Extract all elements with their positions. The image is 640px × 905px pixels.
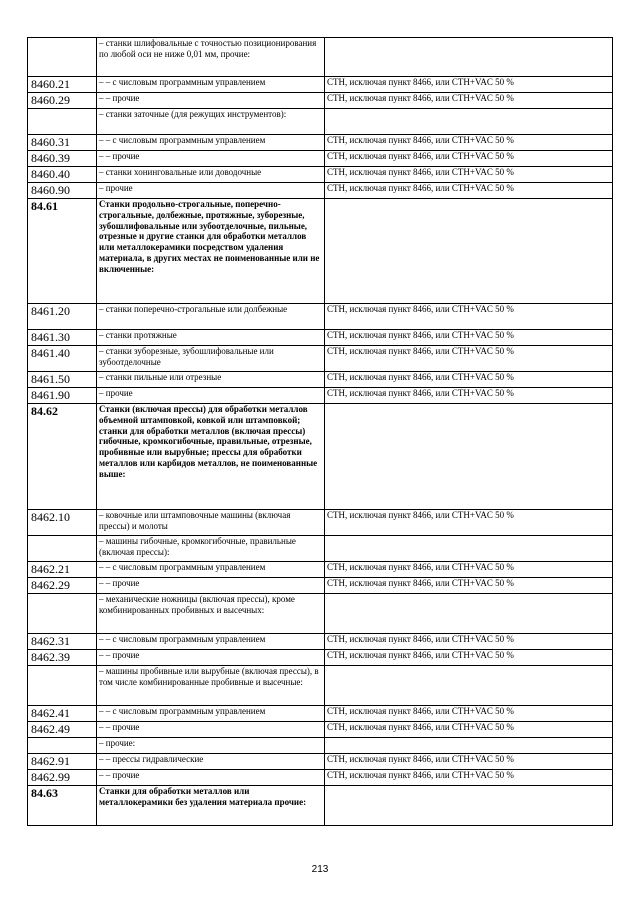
hs-code-cell: 84.63 (28, 786, 97, 826)
table-row (28, 183, 613, 199)
hs-code-cell: 8462.31 (28, 634, 97, 650)
hs-code-cell (28, 38, 97, 77)
heading-row (28, 404, 613, 510)
hs-code-cell (28, 738, 97, 754)
table-row (28, 510, 613, 536)
table-body (28, 38, 613, 826)
description-cell: – прочие (97, 388, 325, 404)
hs-code-cell: 84.62 (28, 404, 97, 510)
origin-rule-cell: СТН, исключая пункт 8466, или СТН+VAC 50 % (325, 183, 613, 199)
heading-row (28, 199, 613, 304)
origin-rule-cell: СТН, исключая пункт 8466, или СТН+VAC 50 % (325, 135, 613, 151)
description-cell: – машины гибочные, кромкогибочные, правильные (включая прессы): (97, 536, 325, 562)
origin-rule-cell: СТН, исключая пункт 8466, или СТН+VAC 50 % (325, 167, 613, 183)
hs-code-cell: 8460.31 (28, 135, 97, 151)
hs-code-cell: 8461.90 (28, 388, 97, 404)
table-row (28, 372, 613, 388)
page-number: 213 (311, 864, 329, 875)
table-row (28, 109, 613, 135)
description-cell: – – с числовым программным управлением (97, 634, 325, 650)
origin-rule-cell: СТН, исключая пункт 8466, или СТН+VAC 50 % (325, 722, 613, 738)
description-cell: – механические ножницы (включая прессы), кроме комбинированных пробивных и высечных: (97, 594, 325, 634)
origin-rule-cell: СТН, исключая пункт 8466, или СТН+VAC 50 % (325, 634, 613, 650)
hs-code-cell (28, 109, 97, 135)
table-row (28, 738, 613, 754)
origin-rule-cell (325, 536, 613, 562)
description-cell: – станки поперечно-строгальные или долбежные (97, 304, 325, 330)
hs-code-cell: 8461.50 (28, 372, 97, 388)
origin-rule-cell: СТН, исключая пункт 8466, или СТН+VAC 50 % (325, 754, 613, 770)
classification-table (27, 37, 613, 826)
description-cell: – – прочие (97, 151, 325, 167)
hs-code-cell: 84.61 (28, 199, 97, 304)
hs-code-cell: 8460.90 (28, 183, 97, 199)
table-row (28, 93, 613, 109)
origin-rule-cell: СТН, исключая пункт 8466, или СТН+VAC 50 % (325, 562, 613, 578)
table-row (28, 77, 613, 93)
origin-rule-cell: СТН, исключая пункт 8466, или СТН+VAC 50 % (325, 650, 613, 666)
origin-rule-cell (325, 738, 613, 754)
description-cell: – машины пробивные или вырубные (включая прессы), в том числе комбинированные пробивные и высечные: (97, 666, 325, 706)
table-row (28, 346, 613, 372)
table-row (28, 594, 613, 634)
origin-rule-cell: СТН, исключая пункт 8466, или СТН+VAC 50 % (325, 770, 613, 786)
description-cell: – станки пильные или отрезные (97, 372, 325, 388)
hs-code-cell: 8461.30 (28, 330, 97, 346)
table-row (28, 38, 613, 77)
description-cell: Станки продольно-строгальные, поперечно-строгальные, долбежные, протяжные, зуборезные, зубошлифовальные или зубоотделочные, пильные, отрезные и другие станки для обработки металлов или металлокерамики посредством удаления материала, в других местах не поименованные или не включенные: (97, 199, 325, 304)
hs-code-cell (28, 536, 97, 562)
description-cell: – ковочные или штамповочные машины (включая прессы) и молоты (97, 510, 325, 536)
origin-rule-cell: СТН, исключая пункт 8466, или СТН+VAC 50 % (325, 93, 613, 109)
description-cell: – – с числовым программным управлением (97, 77, 325, 93)
table-row (28, 666, 613, 706)
origin-rule-cell: СТН, исключая пункт 8466, или СТН+VAC 50 % (325, 77, 613, 93)
hs-code-cell (28, 594, 97, 634)
description-cell: – станки зуборезные, зубошлифовальные или зубоотделочные (97, 346, 325, 372)
description-cell: – станки шлифовальные с точностью позиционирования по любой оси не ниже 0,01 мм, прочие: (97, 38, 325, 77)
table-row (28, 388, 613, 404)
hs-code-cell: 8462.29 (28, 578, 97, 594)
table-row (28, 706, 613, 722)
table-row (28, 304, 613, 330)
hs-code-cell: 8460.21 (28, 77, 97, 93)
table-row (28, 536, 613, 562)
origin-rule-cell: СТН, исключая пункт 8466, или СТН+VAC 50 % (325, 330, 613, 346)
description-cell: Станки (включая прессы) для обработки металлов объемной штамповкой, ковкой или штамповкой; станки для обработки металлов (включая прессы) гибочные, кромкогибочные, правильные, отрезные, пробивные или вырубные; прессы для обработки металлов или карбидов металлов, не поименованные выше: (97, 404, 325, 510)
hs-code-cell (28, 666, 97, 706)
description-cell: – – прочие (97, 93, 325, 109)
origin-rule-cell (325, 666, 613, 706)
hs-code-cell: 8461.40 (28, 346, 97, 372)
hs-code-cell: 8462.39 (28, 650, 97, 666)
hs-code-cell: 8460.29 (28, 93, 97, 109)
origin-rule-cell: СТН, исключая пункт 8466, или СТН+VAC 50 % (325, 510, 613, 536)
description-cell: Станки для обработки металлов или металлокерамики без удаления материала прочие: (97, 786, 325, 826)
table-row (28, 167, 613, 183)
description-cell: – – прочие (97, 578, 325, 594)
hs-code-cell: 8462.21 (28, 562, 97, 578)
origin-rule-cell: СТН, исключая пункт 8466, или СТН+VAC 50 % (325, 304, 613, 330)
table-row (28, 135, 613, 151)
description-cell: – станки протяжные (97, 330, 325, 346)
origin-rule-cell (325, 109, 613, 135)
description-cell: – прочие: (97, 738, 325, 754)
description-cell: – – прочие (97, 722, 325, 738)
table-row (28, 634, 613, 650)
table-row (28, 578, 613, 594)
origin-rule-cell: СТН, исключая пункт 8466, или СТН+VAC 50 % (325, 578, 613, 594)
table-row (28, 562, 613, 578)
table-row (28, 770, 613, 786)
description-cell: – станки хонинговальные или доводочные (97, 167, 325, 183)
hs-code-cell: 8462.91 (28, 754, 97, 770)
origin-rule-cell: СТН, исключая пункт 8466, или СТН+VAC 50 % (325, 388, 613, 404)
origin-rule-cell: СТН, исключая пункт 8466, или СТН+VAC 50 % (325, 706, 613, 722)
hs-code-cell: 8462.10 (28, 510, 97, 536)
description-cell: – прочие (97, 183, 325, 199)
origin-rule-cell: СТН, исключая пункт 8466, или СТН+VAC 50 % (325, 346, 613, 372)
description-cell: – – с числовым программным управлением (97, 562, 325, 578)
hs-code-cell: 8461.20 (28, 304, 97, 330)
hs-code-cell: 8460.40 (28, 167, 97, 183)
hs-code-cell: 8462.49 (28, 722, 97, 738)
description-cell: – – прессы гидравлические (97, 754, 325, 770)
heading-row (28, 786, 613, 826)
table-row (28, 330, 613, 346)
table-row (28, 650, 613, 666)
origin-rule-cell (325, 786, 613, 826)
table-row (28, 151, 613, 167)
description-cell: – станки заточные (для режущих инструментов): (97, 109, 325, 135)
hs-code-cell: 8460.39 (28, 151, 97, 167)
origin-rule-cell: СТН, исключая пункт 8466, или СТН+VAC 50 % (325, 372, 613, 388)
hs-code-cell: 8462.41 (28, 706, 97, 722)
origin-rule-cell (325, 404, 613, 510)
description-cell: – – прочие (97, 770, 325, 786)
origin-rule-cell: СТН, исключая пункт 8466, или СТН+VAC 50 % (325, 151, 613, 167)
description-cell: – – с числовым программным управлением (97, 706, 325, 722)
description-cell: – – прочие (97, 650, 325, 666)
hs-code-cell: 8462.99 (28, 770, 97, 786)
description-cell: – – с числовым программным управлением (97, 135, 325, 151)
origin-rule-cell (325, 38, 613, 77)
table-row (28, 754, 613, 770)
origin-rule-cell (325, 199, 613, 304)
table-row (28, 722, 613, 738)
origin-rule-cell (325, 594, 613, 634)
